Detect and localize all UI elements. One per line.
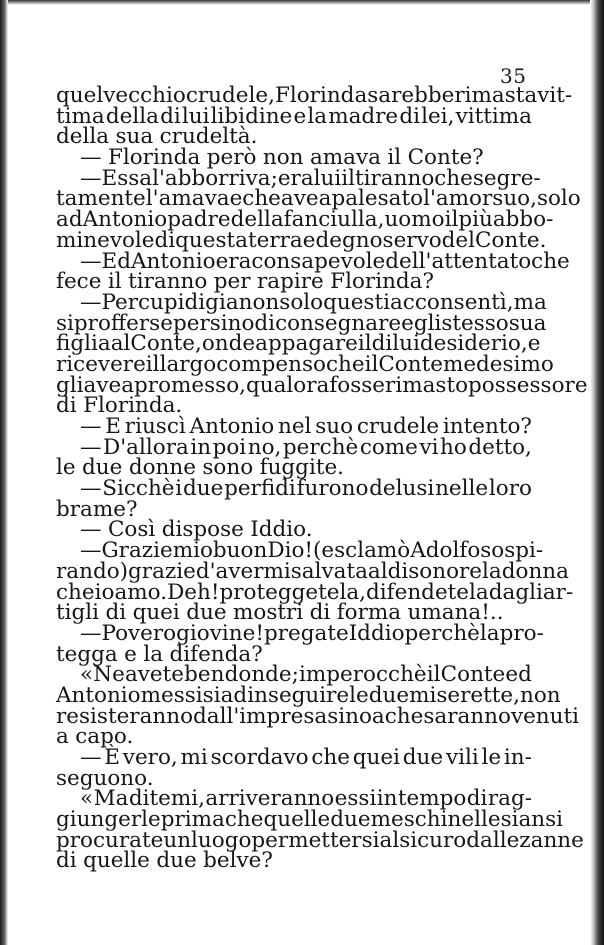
text-line: — Essa l'abborriva; era lui il tiranno che segre- xyxy=(80,165,541,191)
text-line: che io amo. Deh! proteggetela, difendetela dagli ar- xyxy=(56,579,574,605)
text-line: quel vecchio crudele, Florinda sarebbe rimasta vit- xyxy=(56,83,573,108)
text-line: « Ma ditemi, arriveranno essi in tempo di rag- xyxy=(80,786,532,812)
text-line: gli avea promesso, qualora fosse rimasto possessore xyxy=(56,372,588,398)
text-line: « Ne avete ben donde; imperocchè il Conte ed xyxy=(80,662,532,688)
text-line: — Povero giovine! pregate Iddio perchè la pro- xyxy=(80,620,544,646)
text-line: — D'allora in poi no, perchè come vi ho detto, xyxy=(80,434,532,460)
text-line: tamente l'amava e che avea palesato l'amor suo, solo xyxy=(56,186,581,212)
text-line: minevole di questa terra e degno servo del Conte. xyxy=(56,227,547,253)
text-line: le due donne sono fuggite. xyxy=(56,455,345,481)
text-line: figlia al Conte, onde appagare il di lui desiderio, e xyxy=(56,331,541,357)
page-edge-right xyxy=(590,0,604,945)
text-line: di quelle due belve? xyxy=(56,848,273,874)
text-line: tima della di lui libidine e la madre di lei, vittima xyxy=(56,103,532,129)
page-edge-left xyxy=(0,0,8,945)
text-line: — Per cupidigia non solo questi acconsentì, ma xyxy=(80,289,547,315)
text-line: — Grazie mio buon Dio! (esclamò Adolfo sospi- xyxy=(80,538,544,564)
text-line: Antonio messisi ad inseguire le due miserette, non xyxy=(56,682,561,708)
text-line: tegga e la difenda? xyxy=(56,641,263,667)
text-line: — E riuscì Antonio nel suo crudele intento? xyxy=(80,414,532,439)
text-line: di Florinda. xyxy=(56,393,183,419)
text-line: procurate un luogo per mettersi al sicuro dalle zanne xyxy=(56,827,584,853)
text-line: rando) grazie d' avermi salvata al disonore la donna xyxy=(56,558,569,584)
text-line: della sua crudeltà. xyxy=(56,124,258,150)
text-line: seguono. xyxy=(56,765,154,791)
text-line: fece il tiranno per rapire Florinda? xyxy=(56,269,435,295)
page-number: 35 xyxy=(500,64,527,88)
text-line: ricevere il largo compenso che il Conte medesimo xyxy=(56,351,554,377)
text-line: — Florinda però non amava il Conte? xyxy=(80,145,484,171)
text-line: resisteranno dall' impresa sino a che saranno venuti xyxy=(56,703,580,729)
text-line: — Così dispose Iddio. xyxy=(80,517,313,543)
text-line: ad Antonio padre della fanciulla, uomo il più abbo- xyxy=(56,207,554,233)
text-line: — Sicchè i due perfidi furono delusi nelle loro xyxy=(80,476,532,502)
text-line: giungerle prima che quelle due meschinelle siansi xyxy=(56,807,564,833)
text-line: tigli di quei due mostri di forma umana!.. xyxy=(56,600,504,626)
body-text xyxy=(56,83,588,874)
text-line: — Ed Antonio era consapevole dell'attentato che xyxy=(80,248,570,274)
text-line: brame? xyxy=(56,496,138,522)
text-line: si profferse persino di consegnare egli stesso sua xyxy=(56,310,547,336)
text-line: a capo. xyxy=(56,724,134,750)
text-line: — È vero, mi scordavo che quei due vili le in- xyxy=(80,745,532,770)
page-edge-top xyxy=(0,0,604,5)
